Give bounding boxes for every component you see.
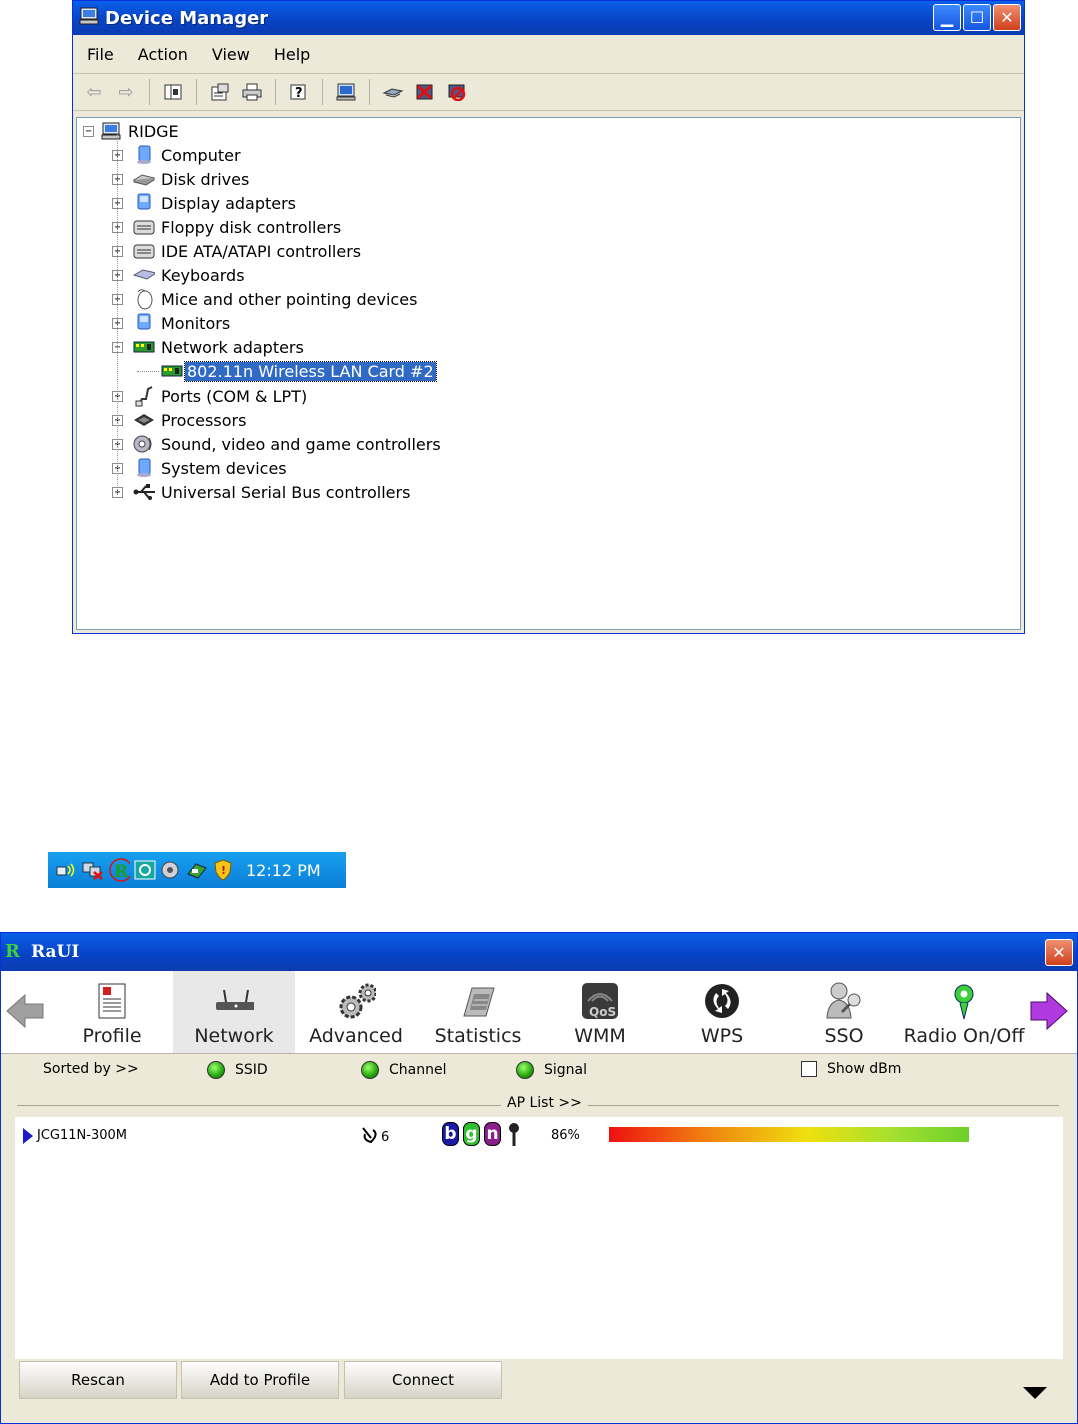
keyboard-icon (133, 265, 155, 285)
properties-icon[interactable] (207, 79, 233, 105)
sort-ssid[interactable] (207, 1061, 268, 1079)
tree-root[interactable] (83, 120, 179, 142)
usb-icon (133, 482, 155, 502)
expand-icon[interactable]: + (112, 198, 123, 209)
computer-icon (79, 7, 99, 29)
tree-item-processors[interactable] (112, 409, 246, 431)
expand-icon[interactable]: + (112, 270, 123, 281)
network-icon (214, 981, 254, 1021)
expand-icon[interactable]: + (112, 463, 123, 474)
nav-right-arrow-icon[interactable] (1029, 989, 1069, 1033)
raui-nav-bar (1, 971, 1077, 1054)
advanced-gears-icon (336, 981, 376, 1021)
svg-text:?: ? (295, 86, 303, 101)
profile-icon (92, 981, 132, 1021)
disable-device-icon[interactable] (444, 79, 470, 105)
nav-label: Radio On/Off (903, 1025, 1025, 1047)
forward-icon[interactable]: ⇨ (118, 81, 134, 103)
nav-profile[interactable] (51, 971, 173, 1053)
connect-button[interactable]: Connect (344, 1361, 502, 1399)
update-driver-icon[interactable] (380, 79, 406, 105)
mode-n-text: n (486, 1124, 499, 1144)
nav-label: WPS (700, 1025, 744, 1047)
expand-icon[interactable]: + (112, 439, 123, 450)
signal-strength-bar (609, 1127, 969, 1142)
tree-item-label: Monitors (161, 313, 231, 333)
nav-left-arrow-icon[interactable] (5, 991, 45, 1031)
nav-wmm[interactable] (539, 971, 661, 1053)
button-bar (1, 1361, 1077, 1401)
nav-advanced[interactable] (295, 971, 417, 1053)
print-icon[interactable] (239, 79, 265, 105)
monitor-icon (133, 313, 155, 333)
tree-item-label: Floppy disk controllers (161, 217, 342, 237)
processor-icon (133, 410, 155, 430)
mode-g-text: g (465, 1124, 478, 1144)
row-pointer-icon (22, 1127, 34, 1145)
tree-item-label: Mice and other pointing devices (161, 289, 418, 309)
wireless-signal-icon[interactable] (56, 859, 78, 881)
tree-item-label: Sound, video and game controllers (161, 434, 441, 454)
ap-list (15, 1117, 1063, 1359)
rescan-button[interactable]: Rescan (19, 1361, 177, 1399)
computer-icon (133, 145, 155, 165)
svg-text:R: R (114, 862, 129, 882)
network-disconnected-icon[interactable] (82, 859, 104, 881)
tree-item-network-adapters[interactable] (112, 336, 304, 358)
disk-drive-icon (133, 169, 155, 189)
title-bar[interactable] (73, 1, 1024, 35)
raui-title-bar[interactable] (1, 933, 1077, 971)
tree-item-system-devices[interactable] (112, 457, 287, 479)
close-button[interactable]: ✕ (993, 4, 1021, 31)
tree-item-keyboards[interactable] (112, 264, 245, 286)
hardware-icon[interactable] (186, 859, 208, 881)
floppy-controller-icon (133, 217, 155, 237)
expand-icon[interactable]: + (112, 174, 123, 185)
statistics-icon (458, 981, 498, 1021)
raui-window (0, 932, 1078, 1424)
tree-item-label: Processors (161, 410, 247, 430)
nav-label: WMM (574, 1025, 626, 1047)
ap-signal-percent: 86% (551, 1128, 580, 1143)
wps-icon (702, 981, 742, 1021)
device-tree (76, 117, 1021, 630)
svg-text:R: R (5, 941, 20, 961)
system-device-icon (133, 458, 155, 478)
menu-help[interactable]: Help (273, 44, 311, 64)
sorted-by-label (43, 1061, 139, 1077)
tree-item-ide[interactable] (112, 240, 361, 262)
tree-item-label: Computer (161, 145, 241, 165)
tree-item-monitors[interactable] (112, 312, 230, 334)
tree-item-computer[interactable] (112, 144, 241, 166)
expand-icon[interactable]: + (112, 318, 123, 329)
port-icon (133, 386, 155, 406)
mode-b-text: b (444, 1124, 457, 1144)
menu-bar (73, 35, 1024, 74)
tree-item-label: Keyboards (161, 265, 245, 285)
nav-label: Advanced (309, 1025, 403, 1047)
nav-sso[interactable] (783, 971, 905, 1053)
menu-view[interactable]: View (211, 44, 250, 64)
sort-channel[interactable] (361, 1061, 446, 1079)
nav-label: Statistics (434, 1025, 522, 1047)
tree-item-label: IDE ATA/ATAPI controllers (161, 241, 362, 261)
tree-item-floppy[interactable] (112, 216, 341, 238)
raui-close-button[interactable]: ✕ (1045, 939, 1073, 966)
svg-text:!: ! (221, 864, 227, 877)
show-dbm-checkbox[interactable] (801, 1061, 817, 1077)
tree-item-ports[interactable] (112, 385, 307, 407)
menu-action[interactable]: Action (137, 44, 188, 64)
maximize-button[interactable]: ☐ (963, 4, 991, 31)
mouse-icon (133, 289, 155, 309)
sso-icon (824, 981, 864, 1021)
sort-signal-label: Signal (544, 1062, 588, 1078)
security-key-icon (507, 1122, 521, 1148)
tree-guide-line (117, 134, 118, 494)
tree-item-sound[interactable] (112, 433, 441, 455)
ap-ssid: JCG11N-300M (37, 1128, 127, 1143)
expand-icon[interactable]: + (112, 150, 123, 161)
expand-icon[interactable]: + (112, 294, 123, 305)
window-title: Device Manager (105, 7, 269, 29)
tree-item-label: Universal Serial Bus controllers (161, 482, 411, 502)
tree-item-label: Display adapters (161, 193, 297, 213)
ide-controller-icon (133, 241, 155, 261)
display-adapter-icon (133, 193, 155, 213)
nav-statistics[interactable] (417, 971, 539, 1053)
sort-bar (1, 1055, 1077, 1085)
system-tray (48, 852, 346, 888)
network-adapter-icon (161, 361, 183, 381)
sorted-by-text: Sorted by >> (43, 1061, 139, 1077)
expand-icon[interactable]: + (112, 487, 123, 498)
nav-label: Profile (82, 1025, 142, 1047)
wmm-qos-icon (580, 981, 620, 1021)
nav-radio-on-off[interactable] (903, 971, 1025, 1053)
collapse-icon[interactable]: − (112, 342, 123, 353)
tree-item-label: Ports (COM & LPT) (161, 386, 308, 406)
sort-signal[interactable] (516, 1061, 587, 1079)
mode-g-badge (463, 1122, 480, 1146)
raui-tray-icon[interactable] (108, 859, 130, 881)
menu-file[interactable]: File (87, 44, 114, 64)
expand-icon[interactable]: + (112, 222, 123, 233)
ap-list-row[interactable] (15, 1125, 1063, 1147)
volume-icon[interactable] (160, 859, 182, 881)
nav-label: SSO (824, 1025, 864, 1047)
collapse-icon[interactable]: − (83, 126, 94, 137)
raui-title: RaUI (31, 942, 80, 962)
tree-item-label: Disk drives (161, 169, 250, 189)
back-icon[interactable]: ⇦ (86, 81, 102, 103)
sort-channel-button[interactable] (361, 1061, 379, 1079)
expand-icon[interactable]: + (112, 246, 123, 257)
uninstall-icon[interactable] (412, 79, 438, 105)
sound-icon (133, 434, 155, 454)
clock[interactable]: 12:12 PM (246, 860, 321, 880)
infrastructure-icon (359, 1124, 381, 1144)
computer-icon (100, 121, 122, 141)
security-shield-icon[interactable] (212, 859, 234, 881)
show-dbm-label: Show dBm (827, 1061, 902, 1077)
sort-ssid-label: SSID (235, 1062, 268, 1078)
toolbar (73, 74, 1024, 111)
tree-item-display-adapters[interactable] (112, 192, 296, 214)
tree-root-label: RIDGE (128, 121, 179, 141)
show-dbm[interactable] (801, 1061, 901, 1077)
nav-network[interactable] (173, 971, 295, 1053)
ap-list-label: AP List >> (501, 1095, 588, 1111)
expand-icon[interactable]: + (112, 391, 123, 402)
sync-icon[interactable] (134, 859, 156, 881)
network-adapter-icon (133, 337, 155, 357)
radio-antenna-icon (944, 981, 984, 1021)
help-icon[interactable] (286, 79, 312, 105)
scan-hardware-icon[interactable] (333, 79, 359, 105)
selected-device-label: 802.11n Wireless LAN Card #2 (187, 361, 434, 381)
tree-item-label: System devices (161, 458, 287, 478)
expand-icon[interactable]: + (112, 415, 123, 426)
mode-n-badge (484, 1122, 501, 1146)
svg-text:QoS: QoS (589, 1005, 617, 1019)
raui-logo-icon (5, 939, 25, 965)
nav-wps[interactable] (661, 971, 783, 1053)
add-to-profile-button[interactable]: Add to Profile (181, 1361, 339, 1399)
sort-channel-label: Channel (389, 1062, 447, 1078)
tree-item-wireless-lan-card[interactable] (137, 360, 436, 382)
expand-down-icon[interactable] (1023, 1387, 1047, 1399)
tree-item-label: Network adapters (161, 337, 304, 357)
mode-b-badge (442, 1122, 459, 1146)
sort-ssid-button[interactable] (207, 1061, 225, 1079)
minimize-button[interactable]: ▁ (933, 4, 961, 31)
tree-item-usb[interactable] (112, 481, 410, 503)
ap-channel: 6 (381, 1130, 390, 1145)
tree-item-mice[interactable] (112, 288, 417, 310)
sort-signal-button[interactable] (516, 1061, 534, 1079)
tree-item-disk-drives[interactable] (112, 168, 249, 190)
show-hide-tree-icon[interactable] (160, 79, 186, 105)
nav-label: Network (194, 1025, 274, 1047)
device-manager-window (72, 0, 1025, 634)
